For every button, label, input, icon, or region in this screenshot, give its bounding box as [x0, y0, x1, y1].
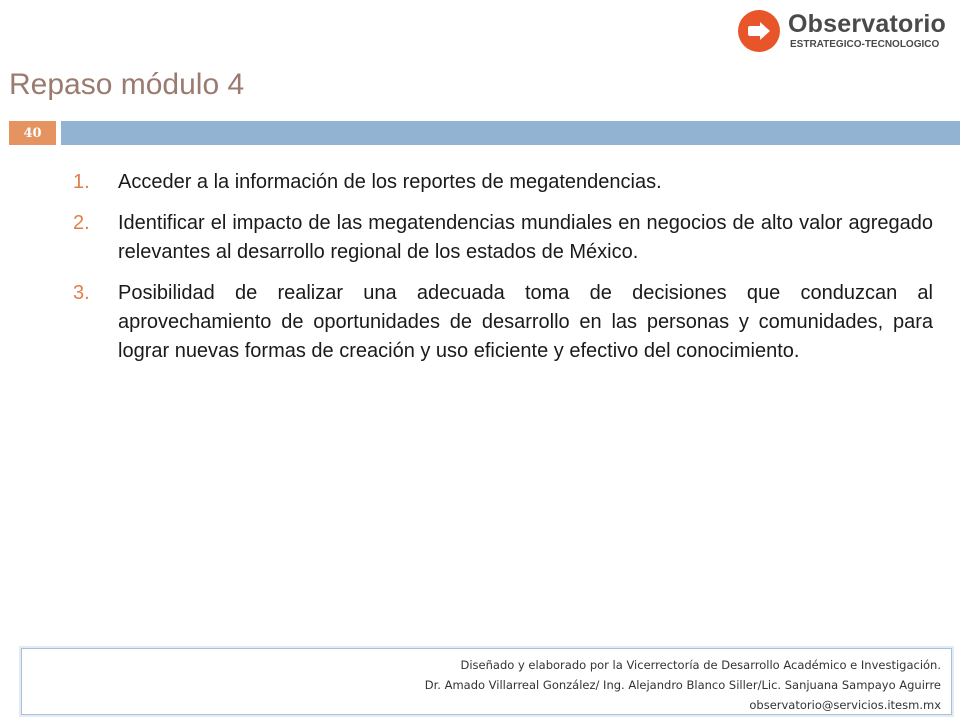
observatorio-logo [738, 8, 954, 54]
contact-email[interactable]: observatorio@servicios.itesm.mx [749, 698, 941, 712]
credits-line: Diseñado y elaborado por la Vicerrectoría de Desarrollo Académico e Investigación. [460, 658, 941, 672]
list-item [73, 168, 933, 197]
logo-mark-icon [738, 10, 780, 52]
list-item-text: Acceder a la información de los reportes de megatendencias. [118, 171, 662, 193]
list-item-text: Identificar el impacto de las megatendencias mundiales en negocios de alto valor agregado relevantes al desarrollo regional de los estados de México. [118, 212, 933, 263]
authors-line: Dr. Amado Villarreal González/ Ing. Alejandro Blanco Siller/Lic. Sanjuana Sampayo Aguirre [424, 678, 941, 692]
list-item [73, 279, 933, 366]
list-item-number: 3. [73, 282, 90, 304]
list-item-number: 2. [73, 212, 90, 234]
logo-subtitle: ESTRATEGICO-TECNOLOGICO [790, 39, 940, 50]
objectives-list [73, 168, 933, 378]
slide-title: Repaso módulo 4 [9, 68, 245, 101]
list-item-number: 1. [73, 171, 90, 193]
credits-footer [21, 648, 952, 715]
title-rule [61, 121, 960, 145]
slide-number: 40 [9, 121, 56, 145]
list-item [73, 209, 933, 267]
logo-name: Observatorio [788, 10, 947, 38]
credits-text [425, 655, 941, 715]
list-item-text: Posibilidad de realizar una adecuada toma de decisiones que conduzcan al aprovechamiento de oportunidades de desarrollo en las personas y comunidades, para lograr nuevas formas de creación y uso eficiente y efectivo del conocimiento. [118, 282, 933, 362]
